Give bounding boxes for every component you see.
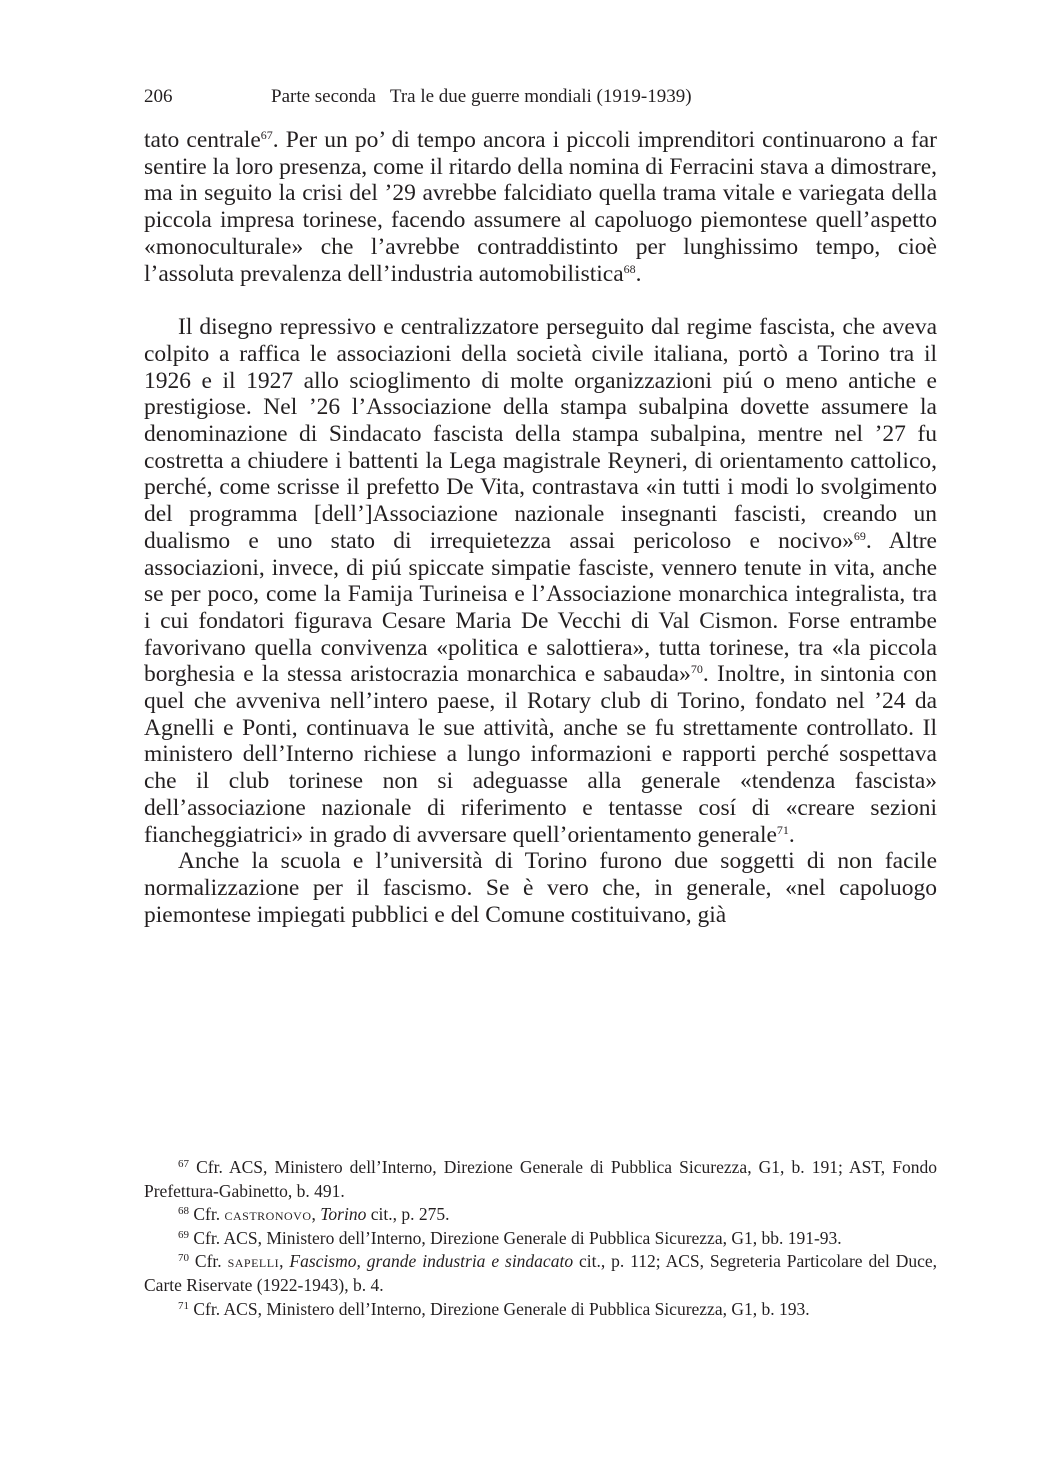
cited-title: Fascismo, grande industria e sindacato [289, 1251, 574, 1272]
footnote [144, 1250, 937, 1297]
footnote-number: 71 [178, 1299, 189, 1312]
footnote-text: cit., p. 112; ACS, Segreteria Particolare del Duce, Carte Riservate (1922-1943), b. 4. [144, 1251, 938, 1295]
footnote-text: Cfr. ACS, Ministero dell’Interno, Direzione Generale di Pubblica Sicurezza, G1, bb. 191-93. [193, 1227, 842, 1248]
footnote-ref[interactable]: 71 [776, 822, 789, 837]
text-run: . Altre associazioni, invece, di piú spiccate simpatie fasciste, vennero tenute in vita, anche se per poco, come la Famija Turineisa e l’Associazione monarchica integralista, tra i cui fondatori figurava Cesare Maria De Vecchi di Val Cismon. Forse entrambe favorivano quella convivenza «politica e salottiera», tutta torinese, tra «la piccola borghesia e la stessa aristocrazia monarchica e sabauda» [144, 527, 937, 688]
footnote-ref[interactable]: 70 [690, 662, 703, 677]
text-run: . [635, 260, 642, 287]
footnote [144, 1156, 937, 1203]
footnote-number: 70 [178, 1252, 189, 1265]
page-number: 206 [144, 86, 173, 107]
footnotes [144, 1156, 937, 1321]
footnote [144, 1298, 937, 1322]
footnote-text: , [311, 1204, 321, 1225]
footnote-text: , [279, 1251, 290, 1272]
text-run: tato centrale [144, 127, 261, 153]
footnote-ref[interactable]: 69 [853, 528, 866, 543]
footnote-ref[interactable]: 68 [623, 261, 636, 276]
paragraph [144, 127, 937, 287]
footnote-text: Cfr. [193, 1204, 225, 1225]
cited-author: castronovo [224, 1204, 312, 1225]
text-run: . Inoltre, in sintonia con quel che avveniva nell’intero paese, il Rotary club di Torino, fondato nel ’24 da Agnelli e Ponti, continuava le sue attività, anche se fu strettamente controllato. Il ministero dell’Interno richiese a lungo informazioni e rapporti perché sospettava che il club torinese non si adeguasse alla generale «tendenza fascista» dell’associazione nazionale di riferimento e tentasse cosí di «creare sezioni fiancheggiatrici» in grado di avversare quell’orientamento generale [144, 661, 937, 848]
footnote [144, 1227, 937, 1251]
running-title: Parte seconda Tra le due guerre mondiali (1919-1939) [271, 86, 692, 107]
footnote-number: 67 [178, 1158, 189, 1170]
footnote-number: 69 [178, 1228, 189, 1241]
footnote-number: 68 [178, 1205, 189, 1218]
footnote [144, 1203, 937, 1227]
footnote-ref[interactable]: 67 [260, 128, 273, 142]
footnote-text: Cfr. [194, 1251, 228, 1272]
cited-title: Torino [320, 1204, 367, 1225]
paragraph: Anche la scuola e l’università di Torino furono due soggetti di non facile normalizzazione per il fascismo. Se è vero che, in generale, «nel capoluogo piemontese impiegati pubblici e del Comune costituivano, già [144, 848, 937, 928]
text-run: Il disegno repressivo e centralizzatore perseguito dal regime fascista, che aveva colpito a raffica le associazioni della società civile italiana, portò a Torino tra il 1926 e il 1927 allo scioglimento di molte organizzazioni piú o meno antiche e prestigiose. Nel ’26 l’Associazione della stampa subalpina dovette assumere la denominazione di Sindacato fascista della stampa subalpina, mentre nel ’27 fu costretta a chiudere i battenti la Lega magistrale Reyneri, di orientamento cattolico, perché, come scrisse il prefetto De Vita, contrastava «in tutti i modi lo svolgimento del programma [dell’]Associazione nazionale insegnanti fascisti, creando un dualismo e uno stato di irrequietezza assai pericoloso e nocivo» [144, 314, 937, 554]
footnote-text: Cfr. ACS, Ministero dell’Interno, Direzione Generale di Pubblica Sicurezza, G1, b. 193. [193, 1298, 810, 1319]
cited-author: sapelli [227, 1251, 280, 1272]
paragraph [144, 314, 937, 848]
text-run: . Per un po’ di tempo ancora i piccoli imprenditori continuarono a far sentire la loro presenza, come il ritardo della nomina di Ferracini stava a dimostrare, ma in seguito la crisi del ’29 avrebbe falcidiato quella trama vitale e variegata della piccola impresa torinese, facendo assumere al capoluogo piemontese quell’aspetto «monoculturale» che l’avrebbe contraddistinto per lunghissimo tempo, cioè l’assoluta prevalenza dell’industria automobilistica [144, 127, 937, 287]
main-text [144, 127, 937, 928]
footnote-text: Cfr. ACS, Ministero dell’Interno, Direzione Generale di Pubblica Sicurezza, G1, b. 191; AST, Fondo Prefettura-Gabinetto, b. 491. [144, 1157, 938, 1201]
text-run: . [788, 821, 795, 848]
footnote-text: cit., p. 275. [366, 1204, 450, 1225]
